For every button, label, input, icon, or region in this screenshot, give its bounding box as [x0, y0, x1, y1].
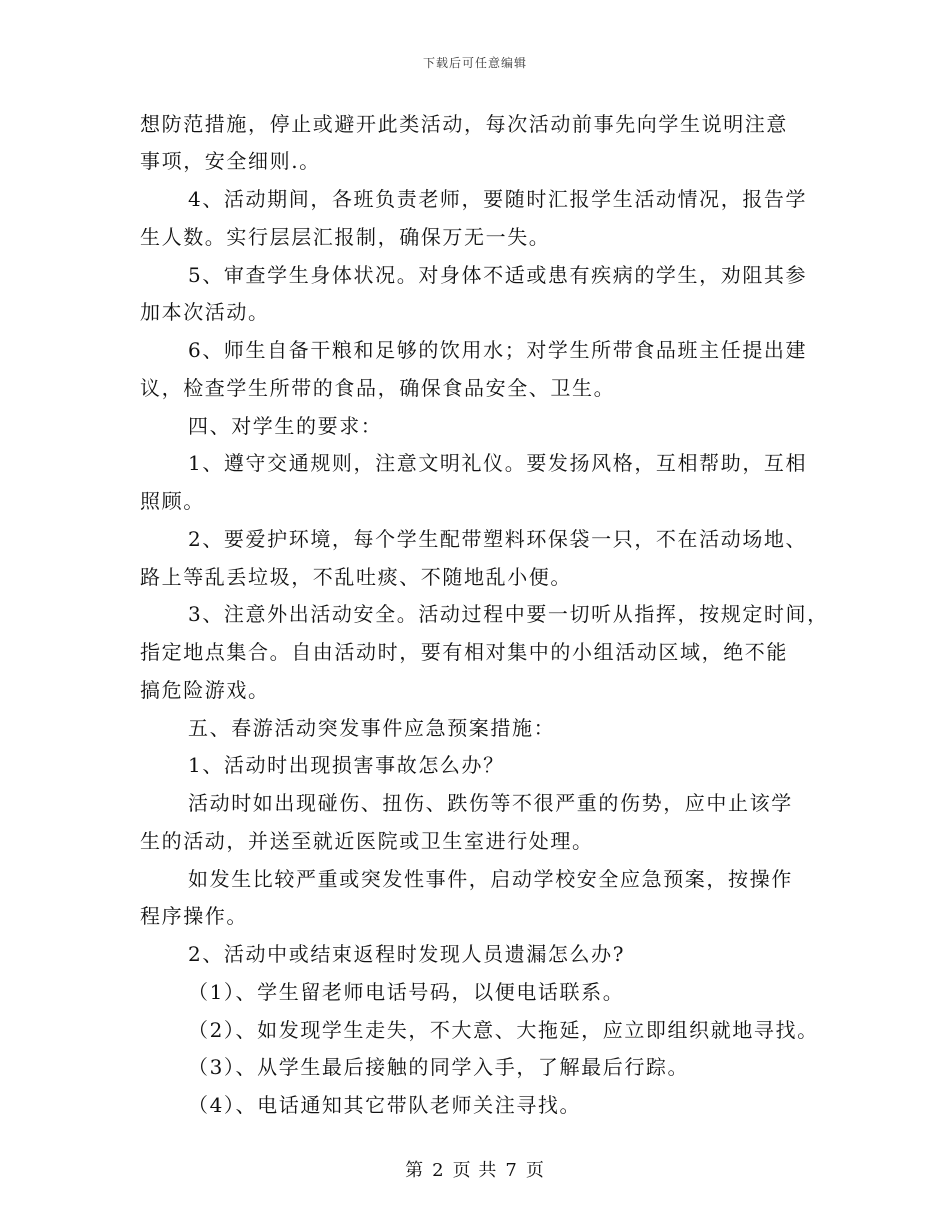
page-footer	[0, 1156, 950, 1182]
text-line: 加本次活动。	[140, 300, 270, 324]
text-line: 1、活动时出现损害事故怎么办？	[188, 753, 505, 777]
text-line: 活动时如出现碰伤、扭伤、跌伤等不很严重的伤势，应中止该学	[188, 791, 793, 815]
text-line: 5、审查学生身体状况。对身体不适或患有疾病的学生，劝阻其参	[188, 263, 808, 287]
text-line: 路上等乱丢垃圾，不乱吐痰、不随地乱小便。	[140, 565, 572, 589]
section-heading: 五、春游活动突发事件应急预案措施：	[188, 716, 556, 740]
text-line: 事项，安全细则.。	[140, 149, 321, 173]
footer-middle: 页 共	[452, 1160, 498, 1181]
text-line: 4、活动期间，各班负责老师，要随时汇报学生活动情况，报告学	[188, 187, 808, 211]
text-line: 6、师生自备干粮和足够的饮用水；对学生所带食品班主任提出建	[188, 338, 808, 362]
text-line: 照顾。	[140, 489, 205, 513]
text-line: 3、注意外出活动安全。活动过程中要一切听从指挥，按规定时间，	[188, 602, 829, 626]
text-line: 议，检查学生所带的食品，确保食品安全、卫生。	[140, 376, 616, 400]
footer-page-number: 2	[432, 1160, 445, 1181]
text-line: 生的活动，并送至就近医院或卫生室进行处理。	[140, 829, 594, 853]
text-line: 2、活动中或结束返程时发现人员遗漏怎么办?	[188, 942, 626, 966]
text-line: 程序操作。	[140, 904, 248, 928]
page-header-note: 下载后可任意编辑	[422, 56, 527, 70]
footer-prefix: 第	[405, 1160, 425, 1181]
text-line: 1、遵守交通规则，注意文明礼仪。要发扬风格，互相帮助，互相	[188, 451, 808, 475]
text-line: 生人数。实行层层汇报制，确保万无一失。	[140, 225, 551, 249]
text-line: （1）、学生留老师电话号码，以便电话联系。	[188, 980, 625, 1004]
text-line: （2）、如发现学生走失，不大意、大拖延，应立即组织就地寻找。	[188, 1018, 819, 1042]
text-line: 2、要爱护环境，每个学生配带塑料环保袋一只，不在活动场地、	[188, 527, 808, 551]
section-heading: 四、对学生的要求：	[188, 414, 383, 438]
text-line: 搞危险游戏。	[140, 678, 270, 702]
text-line: 如发生比较严重或突发性事件，启动学校安全应急预案，按操作	[188, 867, 793, 891]
footer-total-pages: 7	[505, 1160, 518, 1181]
text-line: 指定地点集合。自由活动时，要有相对集中的小组活动区域，绝不能	[140, 640, 788, 664]
text-line: 想防范措施，停止或避开此类活动，每次活动前事先向学生说明注意	[140, 112, 788, 136]
footer-suffix: 页	[525, 1160, 545, 1181]
text-line: （3）、从学生最后接触的同学入手，了解最后行踪。	[188, 1055, 690, 1079]
text-line: （4）、电话通知其它带队老师关注寻找。	[188, 1093, 582, 1117]
